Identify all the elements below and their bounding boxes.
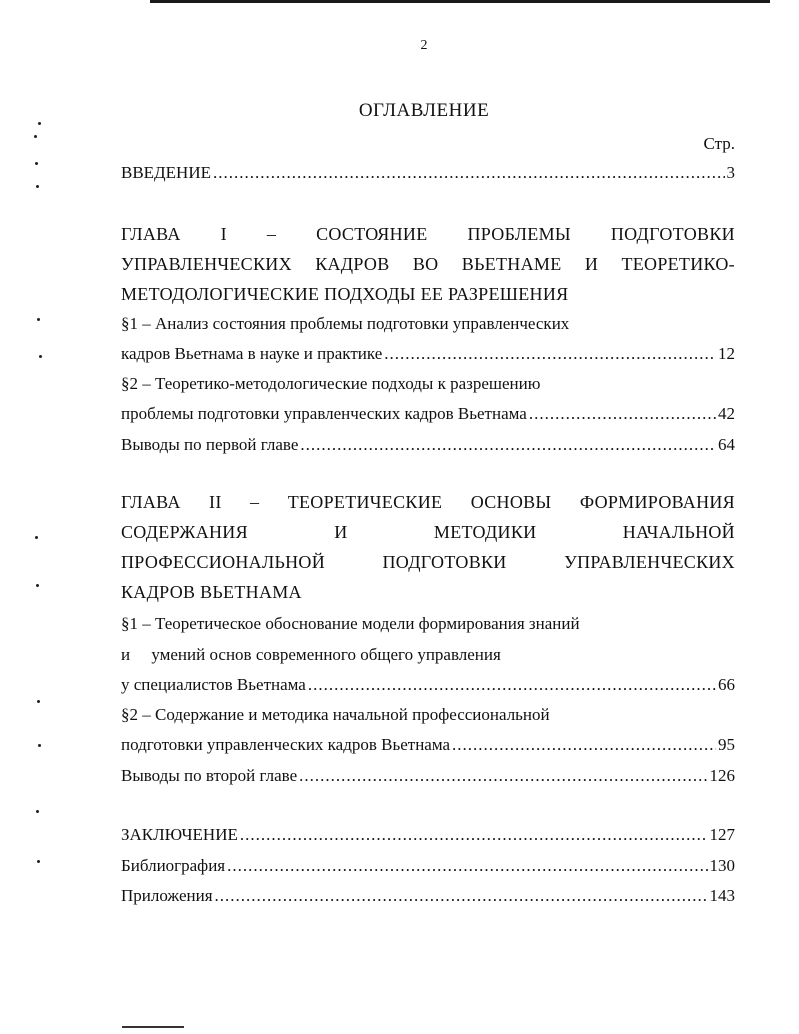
- page-column-label: Стр.: [703, 134, 735, 153]
- dot-leader: [452, 733, 716, 757]
- toc-entry-appendices[interactable]: [121, 884, 735, 908]
- dot-leader: [384, 342, 716, 366]
- scan-speck: [37, 860, 40, 863]
- word: И: [334, 522, 348, 542]
- word: ОСНОВЫ: [470, 492, 552, 512]
- word: ГЛАВА: [121, 492, 181, 512]
- chapter1-section2-line1[interactable]: §2 – Теоретико-методологические подходы к разрешению: [121, 374, 541, 393]
- chapter2-conclusions-entry[interactable]: [121, 764, 735, 788]
- bottom-scan-rule: [122, 1026, 184, 1028]
- chapter2-title-line4[interactable]: КАДРОВ ВЬЕТНАМА: [121, 582, 302, 602]
- toc-entry-introduction[interactable]: [121, 161, 735, 185]
- word: I: [220, 224, 227, 244]
- chapter1-section1-entry[interactable]: [121, 342, 735, 366]
- scan-speck: [39, 355, 42, 358]
- toc-entry-text: у специалистов Вьетнама: [121, 675, 306, 694]
- chapter2-section1-entry[interactable]: [121, 673, 735, 697]
- word: –: [250, 492, 260, 512]
- chapter2-title-line3[interactable]: [121, 550, 735, 574]
- toc-entry-text: проблемы подготовки управленческих кадров Вьетнама: [121, 404, 527, 423]
- word: II: [209, 492, 222, 512]
- scan-speck: [35, 162, 38, 165]
- dot-leader: [240, 823, 708, 847]
- scan-speck: [36, 810, 39, 813]
- toc-entry-text: ВВЕДЕНИЕ: [121, 163, 211, 182]
- toc-entry-page: 3: [726, 163, 735, 182]
- word: –: [266, 224, 277, 244]
- word: ФОРМИРОВАНИЯ: [579, 492, 735, 512]
- word: СОСТОЯНИЕ: [316, 224, 428, 244]
- scan-speck: [35, 536, 38, 539]
- chapter2-section1-line2[interactable]: и умений основ современного общего управления: [121, 645, 501, 664]
- toc-entry-page: 126: [709, 766, 735, 785]
- word: И: [584, 254, 599, 274]
- chapter2-title-line1[interactable]: [121, 490, 735, 514]
- toc-entry-page: 12: [718, 344, 735, 363]
- word: ПОДГОТОВКИ: [610, 224, 735, 244]
- chapter2-section2-entry[interactable]: [121, 733, 735, 757]
- chapter1-title-line2[interactable]: [121, 252, 735, 276]
- chapter1-conclusions-entry[interactable]: [121, 433, 735, 457]
- word: ПРОБЛЕМЫ: [467, 224, 571, 244]
- toc-entry-conclusion[interactable]: [121, 823, 735, 847]
- toc-entry-text: Библиография: [121, 856, 226, 875]
- chapter2-title-line2[interactable]: [121, 520, 735, 544]
- word: УПРАВЛЕНЧЕСКИХ: [564, 552, 735, 572]
- scan-speck: [36, 185, 39, 188]
- toc-entry-text: ЗАКЛЮЧЕНИЕ: [121, 825, 238, 844]
- toc-entry-page: 95: [718, 735, 735, 754]
- chapter1-title-line1[interactable]: [121, 222, 735, 246]
- scan-speck: [34, 135, 37, 138]
- word: ТЕОРЕТИКО-: [621, 254, 735, 274]
- word: МЕТОДИКИ: [433, 522, 537, 542]
- toc-entry-page: 130: [709, 856, 735, 875]
- page-title: ОГЛАВЛЕНИЕ: [358, 100, 490, 121]
- toc-entry-bibliography[interactable]: [121, 854, 735, 878]
- dot-leader: [300, 433, 716, 457]
- word: УПРАВЛЕНЧЕСКИХ: [121, 254, 292, 274]
- toc-entry-page: 66: [718, 675, 735, 694]
- toc-entry-text: Выводы по второй главе: [121, 766, 298, 785]
- scan-speck: [38, 744, 41, 747]
- toc-entry-page: 127: [709, 825, 735, 844]
- scan-speck: [38, 122, 41, 125]
- scan-speck: [37, 700, 40, 703]
- dot-leader: [227, 854, 707, 878]
- word: СОДЕРЖАНИЯ: [121, 522, 248, 542]
- page-number: 2: [420, 38, 428, 53]
- word: ПРОФЕССИОНАЛЬНОЙ: [121, 552, 326, 572]
- dot-leader: [213, 161, 725, 185]
- chapter1-section2-entry[interactable]: [121, 402, 735, 426]
- word: ВЬЕТНАМЕ: [461, 254, 562, 274]
- toc-entry-text: Приложения: [121, 886, 213, 905]
- scan-speck: [37, 318, 40, 321]
- toc-entry-page: 64: [718, 435, 735, 454]
- chapter1-section1-line1[interactable]: §1 – Анализ состояния проблемы подготовки управленческих: [121, 314, 570, 333]
- chapter1-title-line3[interactable]: МЕТОДОЛОГИЧЕСКИЕ ПОДХОДЫ ЕЕ РАЗРЕШЕНИЯ: [121, 284, 569, 304]
- toc-entry-text: кадров Вьетнама в науке и практике: [121, 344, 383, 363]
- word: ГЛАВА: [121, 224, 181, 244]
- dot-leader: [299, 764, 707, 788]
- word: ТЕОРЕТИЧЕСКИЕ: [287, 492, 443, 512]
- toc-entry-text: Выводы по первой главе: [121, 435, 299, 454]
- word: НАЧАЛЬНОЙ: [622, 522, 735, 542]
- dot-leader: [215, 884, 708, 908]
- word: ВО: [412, 254, 439, 274]
- scan-speck: [36, 584, 39, 587]
- chapter2-section2-line1[interactable]: §2 – Содержание и методика начальной профессиональной: [121, 705, 550, 724]
- dot-leader: [529, 402, 716, 426]
- toc-entry-text: подготовки управленческих кадров Вьетнама: [121, 735, 451, 754]
- dot-leader: [308, 673, 716, 697]
- word: ПОДГОТОВКИ: [382, 552, 507, 572]
- top-scan-rule: [150, 0, 770, 3]
- word: КАДРОВ: [315, 254, 390, 274]
- chapter2-section1-line1[interactable]: §1 – Теоретическое обоснование модели формирования знаний: [121, 614, 580, 633]
- toc-entry-page: 143: [709, 886, 735, 905]
- toc-entry-page: 42: [718, 404, 735, 423]
